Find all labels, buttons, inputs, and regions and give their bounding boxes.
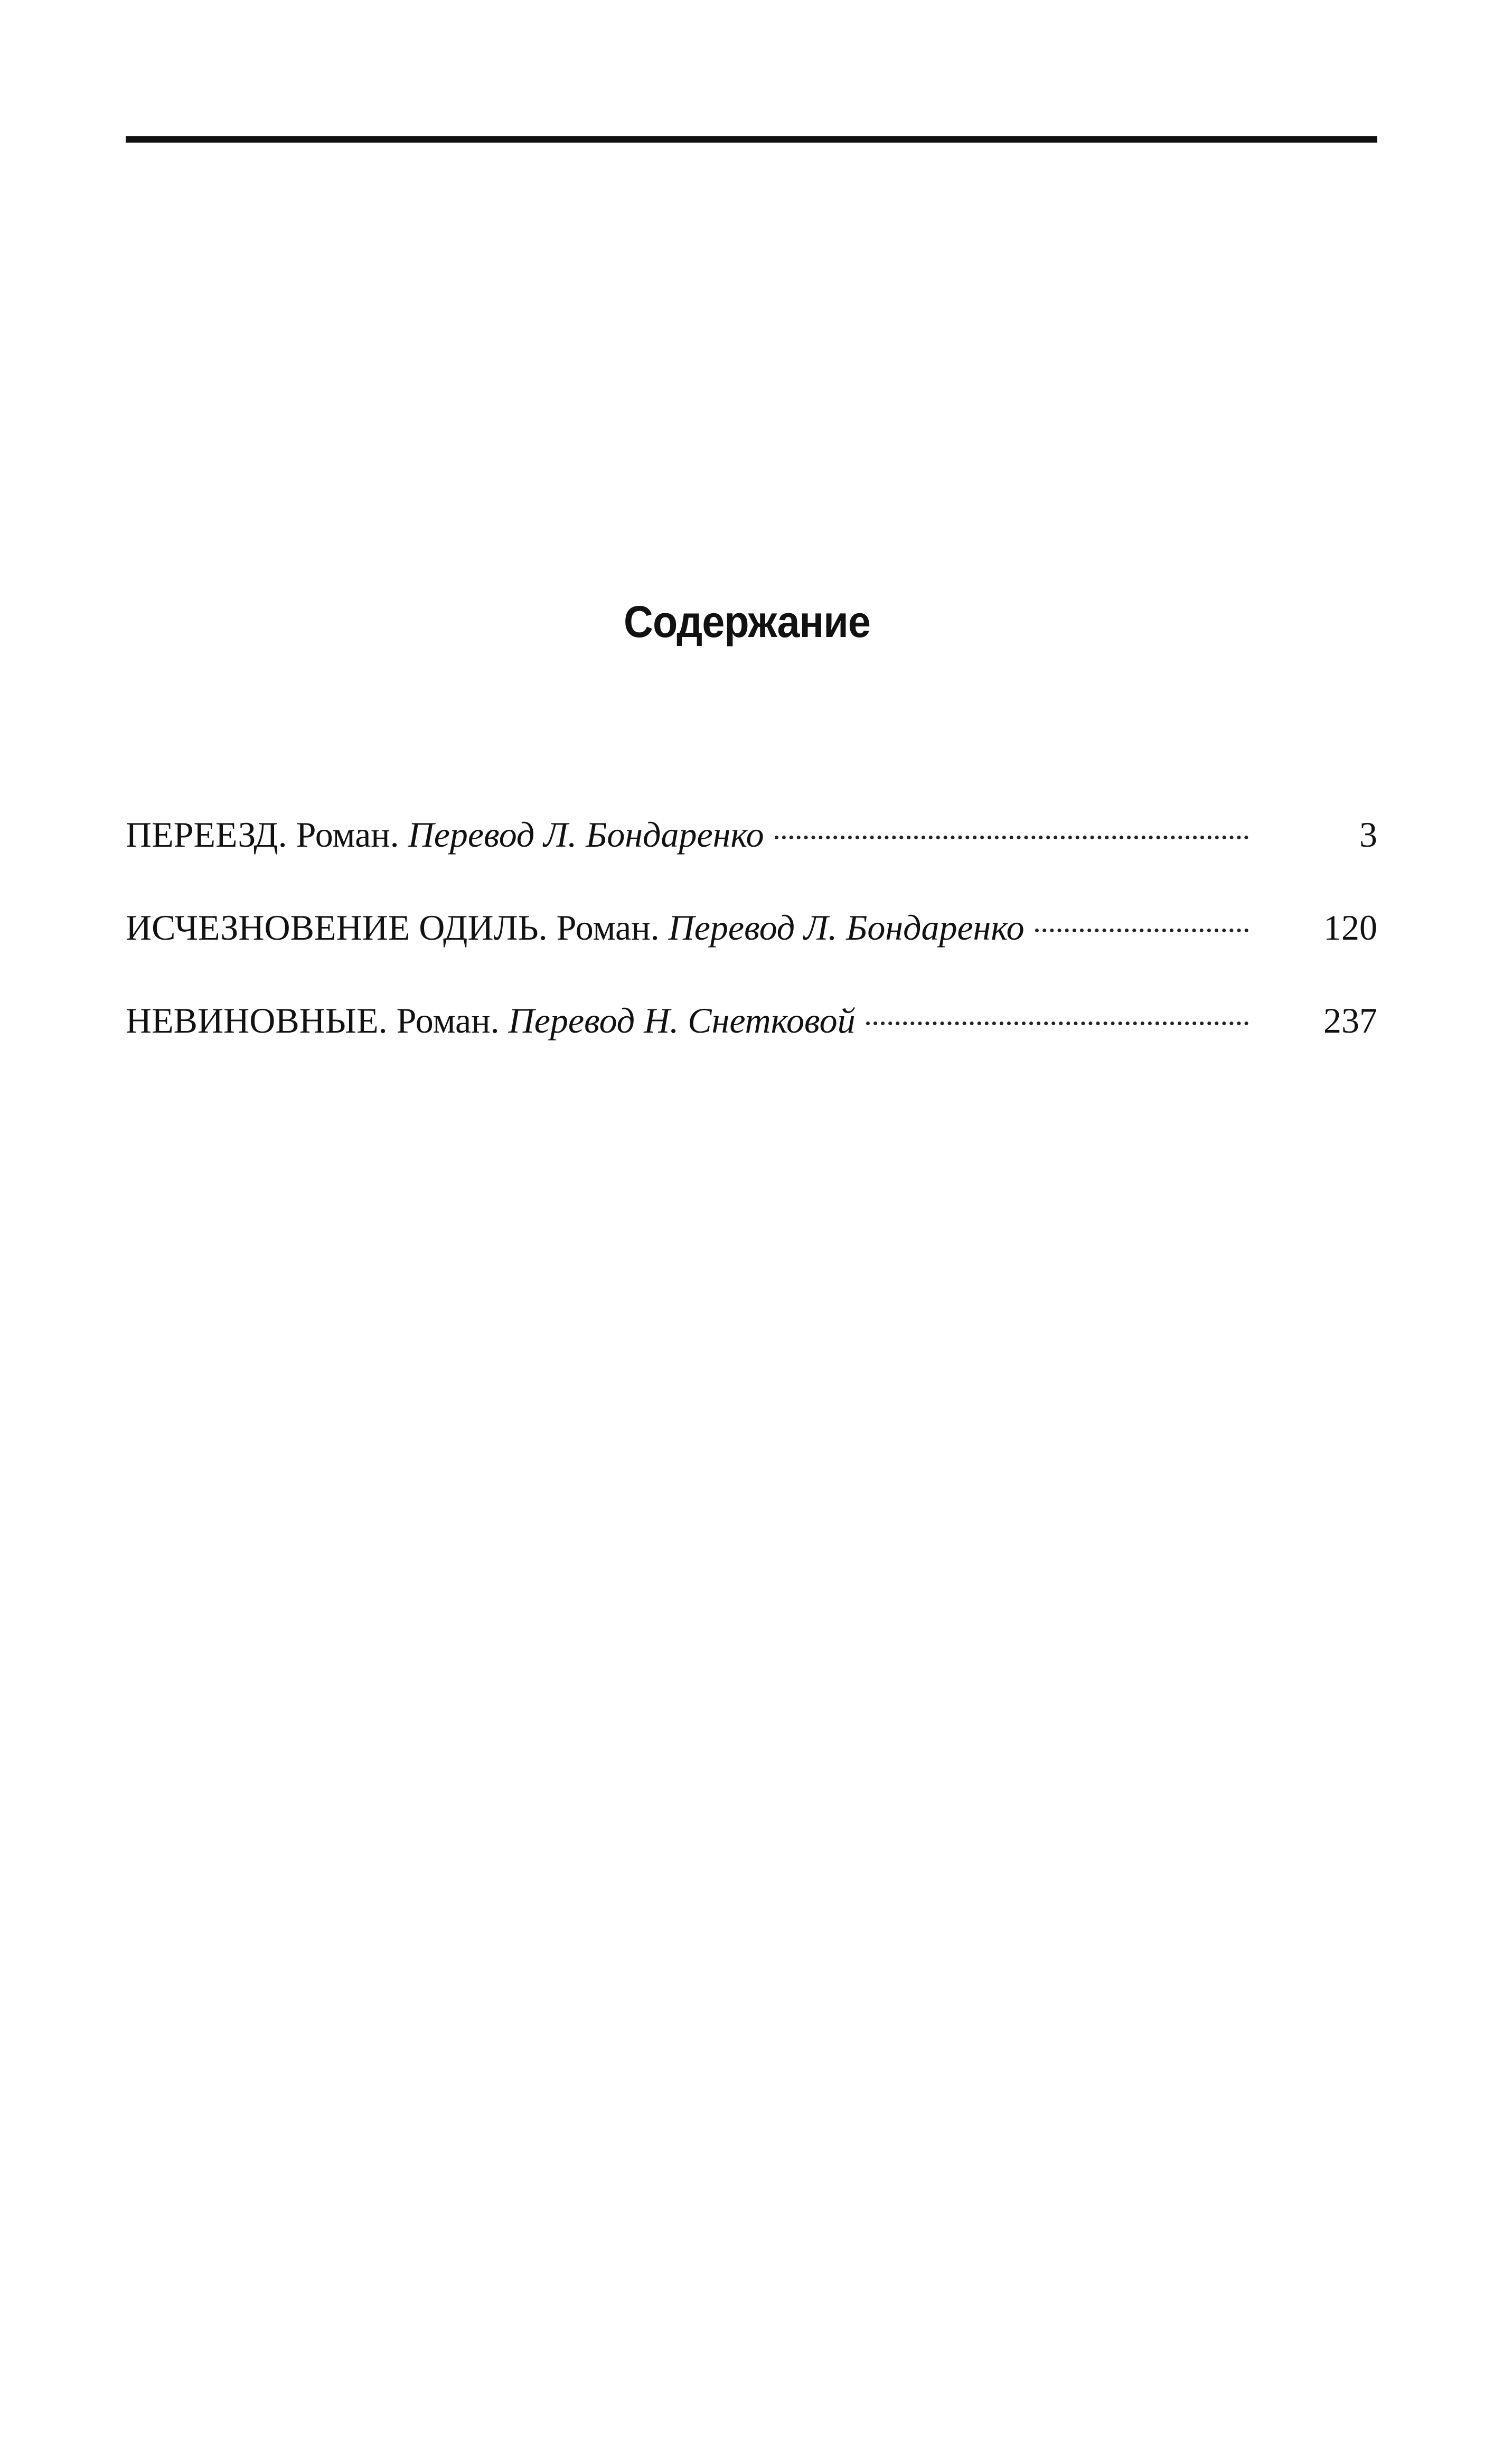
toc-entry-page-number: 120 bbox=[1323, 907, 1377, 948]
toc-entry-page-number: 3 bbox=[1359, 814, 1377, 855]
toc-entry-translator: Перевод Н. Снетковой bbox=[508, 1000, 856, 1041]
toc-entry-genre: Роман. bbox=[296, 814, 399, 855]
toc-entry-page-number: 237 bbox=[1323, 1000, 1377, 1041]
dot-leader bbox=[1035, 929, 1248, 932]
table-of-contents bbox=[126, 803, 1377, 1082]
toc-entry-title: ИСЧЕЗНОВЕНИЕ ОДИЛЬ. bbox=[126, 907, 548, 948]
dot-leader bbox=[775, 836, 1248, 839]
top-rule bbox=[126, 136, 1377, 143]
toc-entry[interactable] bbox=[126, 803, 1377, 896]
toc-entry[interactable] bbox=[126, 896, 1377, 989]
page-title: Содержание bbox=[624, 597, 870, 647]
toc-entry[interactable] bbox=[126, 989, 1377, 1082]
toc-entry-title: НЕВИНОВНЫЕ. bbox=[126, 1000, 388, 1041]
toc-entry-translator: Перевод Л. Бондаренко bbox=[668, 907, 1025, 948]
dot-leader bbox=[866, 1022, 1248, 1025]
toc-entry-title: ПЕРЕЕЗД. bbox=[126, 814, 287, 855]
toc-entry-genre: Роман. bbox=[556, 907, 660, 948]
toc-entry-translator: Перевод Л. Бондаренко bbox=[408, 814, 764, 855]
toc-entry-genre: Роман. bbox=[396, 1000, 500, 1041]
